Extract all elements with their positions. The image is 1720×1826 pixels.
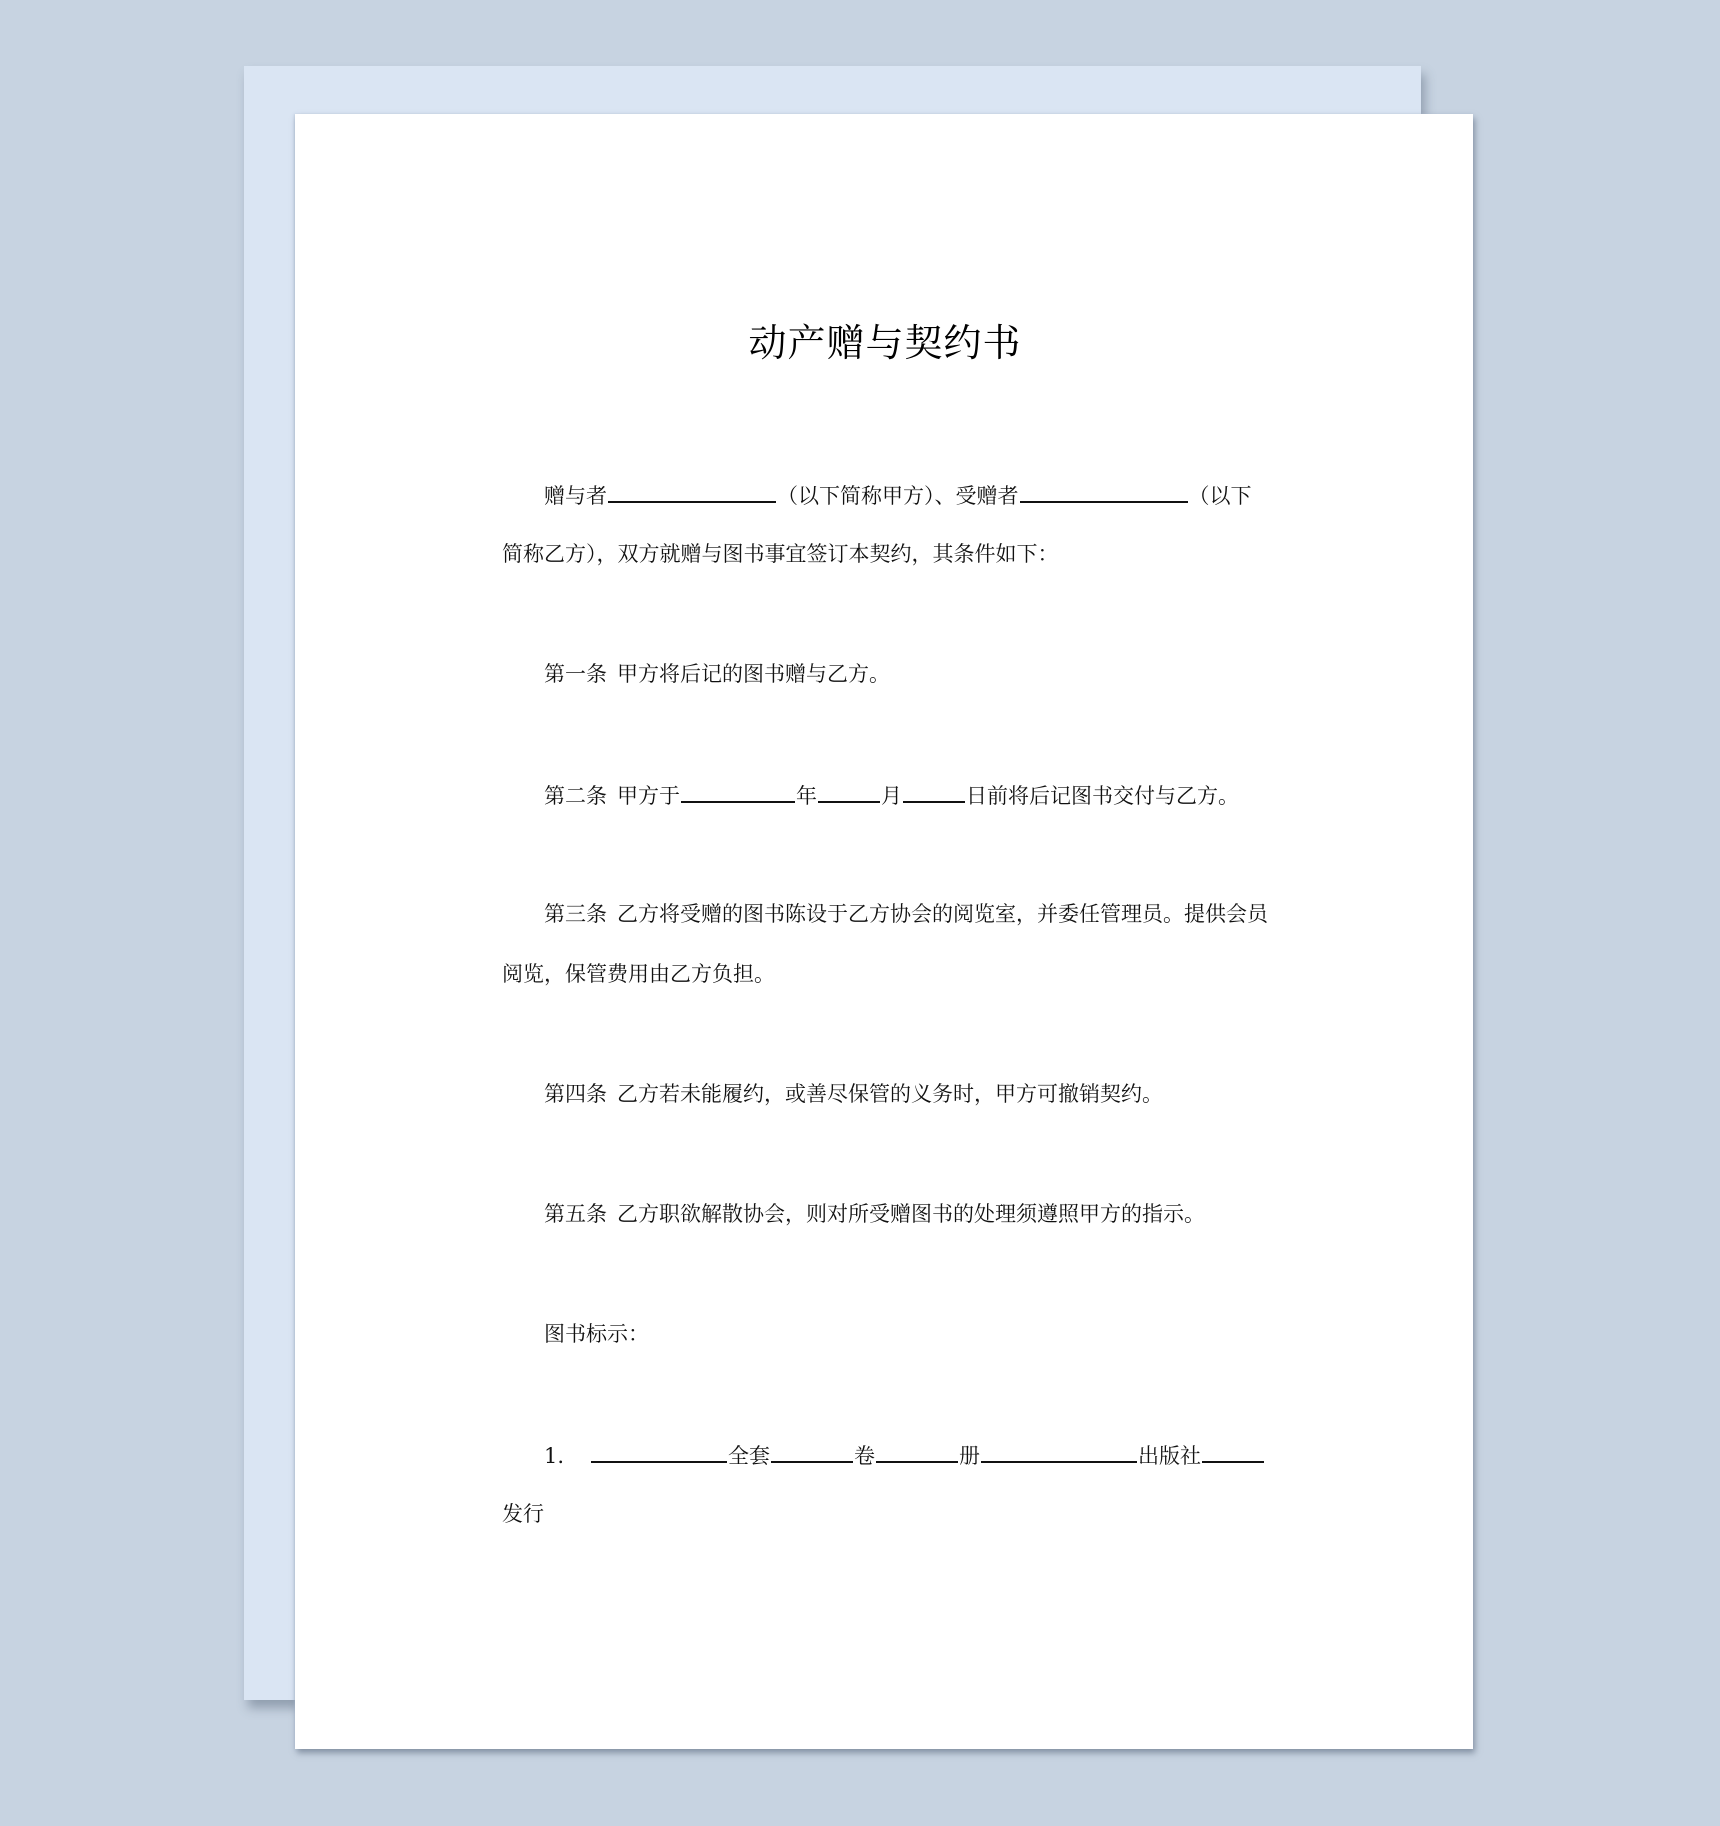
publisher-name-field[interactable] <box>981 1441 1137 1463</box>
article-5-text: 乙方职欲解散协会，则对所受赠图书的处理须遵照甲方的指示。 <box>617 1202 1205 1226</box>
article-1-text: 甲方将后记的图书赠与乙方。 <box>617 662 890 686</box>
article-5 <box>502 1201 1310 1227</box>
item-number: 1. <box>544 1444 565 1468</box>
article-3-text: 乙方将受赠的图书陈设于乙方协会的阅览室，并委任管理员。提供会员 <box>617 902 1268 926</box>
article-3-label: 第三条 <box>544 902 607 926</box>
document-page <box>295 114 1473 1749</box>
volume-label: 卷 <box>854 1444 876 1468</box>
intro-line-1 <box>502 481 1310 507</box>
day-field[interactable] <box>903 781 965 803</box>
article-2-suffix: 日前将后记图书交付与乙方。 <box>966 784 1239 808</box>
month-label: 月 <box>881 784 902 808</box>
book-title-field[interactable] <box>591 1441 727 1463</box>
publisher-label: 出版社 <box>1138 1444 1202 1468</box>
month-field[interactable] <box>818 781 880 803</box>
volume-count-field[interactable] <box>876 1441 958 1463</box>
article-2 <box>502 781 1310 807</box>
article-4-text: 乙方若未能履约，或善尽保管的义务时，甲方可撤销契约。 <box>617 1082 1163 1106</box>
issued-label: 发行 <box>502 1502 544 1526</box>
intro-line-2: 简称乙方），双方就赠与图书事宜签订本契约，其条件如下： <box>502 542 1059 566</box>
article-1-label: 第一条 <box>544 662 607 686</box>
article-3 <box>502 901 1310 927</box>
donor-name-field[interactable] <box>608 481 776 503</box>
book-item-1 <box>502 1441 1310 1467</box>
year-field[interactable] <box>681 781 795 803</box>
article-4-label: 第四条 <box>544 1082 607 1106</box>
set-count-field[interactable] <box>771 1441 853 1463</box>
article-5-label: 第五条 <box>544 1202 607 1226</box>
donor-suffix: （以下简称甲方）、受赠者 <box>777 484 1019 508</box>
publisher-extra-field[interactable] <box>1202 1441 1264 1463</box>
recipient-name-field[interactable] <box>1020 481 1188 503</box>
set-label: 全套 <box>728 1444 771 1468</box>
book-label: 册 <box>959 1444 981 1468</box>
article-4 <box>502 1081 1310 1107</box>
article-2-prefix: 甲方于 <box>617 784 680 808</box>
book-list-heading: 图书标示： <box>544 1322 649 1346</box>
article-1 <box>502 661 1310 687</box>
year-label: 年 <box>796 784 817 808</box>
document-title: 动产赠与契约书 <box>748 321 1022 365</box>
recipient-suffix: （以下 <box>1188 484 1252 508</box>
article-2-label: 第二条 <box>544 784 607 808</box>
article-3-continuation: 阅览，保管费用由乙方负担。 <box>502 962 775 986</box>
donor-label: 赠与者 <box>544 484 607 508</box>
